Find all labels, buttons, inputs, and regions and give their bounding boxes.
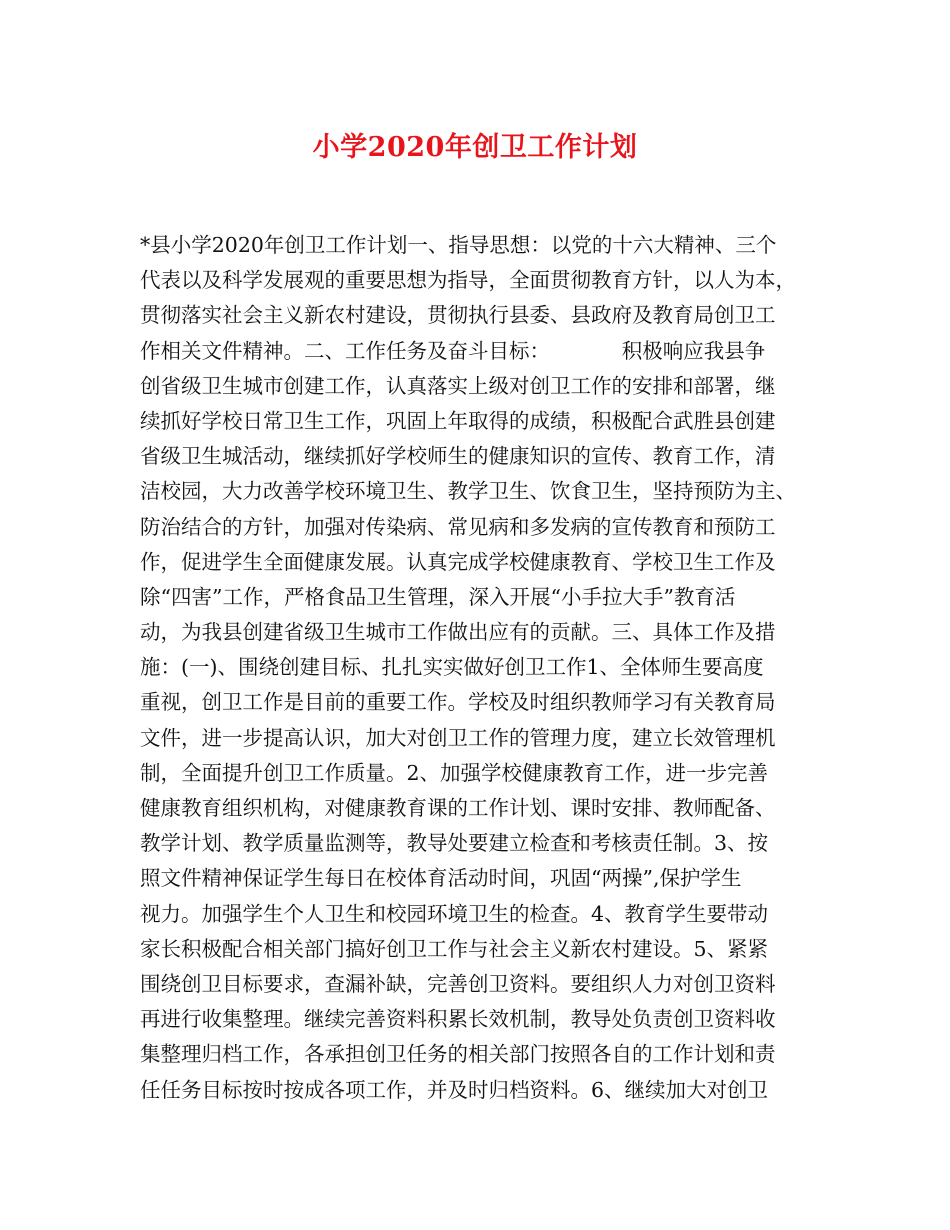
body-line: 创省级卫生城市创建工作，认真落实上级对创卫工作的安排和部署，继 <box>140 373 776 398</box>
body-line: 重视，创卫工作是目前的重要工作。学校及时组织教师学习有关教育局 <box>140 690 776 715</box>
body-line: 续抓好学校日常卫生工作，巩固上年取得的成绩，积极配合武胜县创建 <box>140 408 776 433</box>
body-line: 任任务目标按时按成各项工作，并及时归档资料。6、继续加大对创卫 <box>140 1077 769 1102</box>
body-line: 视力。加强学生个人卫生和校园环境卫生的检查。4、教育学生要带动 <box>140 901 769 926</box>
body-line: 围绕创卫目标要求，查漏补缺，完善创卫资料。要组织人力对创卫资料 <box>140 971 776 996</box>
body-line: 贯彻落实社会主义新农村建设，贯彻执行县委、县政府及教育局创卫工 <box>140 303 776 328</box>
body-line: 教学计划、教学质量监测等，教导处要建立检查和考核责任制。3、按 <box>140 831 769 856</box>
body-line: 洁校园，大力改善学校环境卫生、教学卫生、饮食卫生，坚持预防为主、 <box>140 479 796 504</box>
body-line: 防治结合的方针，加强对传染病、常见病和多发病的宣传教育和预防工 <box>140 514 776 539</box>
body-line: 作相关文件精神。二、工作任务及奋斗目标： 积极响应我县争 <box>140 338 766 363</box>
body-line: 施：(一)、围绕创建目标、扎扎实实做好创卫工作1、全体师生要高度 <box>140 655 764 680</box>
document-body <box>140 228 825 1108</box>
body-line: 文件，进一步提高认识，加大对创卫工作的管理力度，建立长效管理机 <box>140 725 776 750</box>
body-line: 作，促进学生全面健康发展。认真完成学校健康教育、学校卫生工作及 <box>140 549 776 574</box>
body-line: 集整理归档工作，各承担创卫任务的相关部门按照各自的工作计划和责 <box>140 1042 776 1067</box>
body-line: 除“四害”工作，严格食品卫生管理，深入开展“小手拉大手”教育活 <box>140 584 736 609</box>
body-line: 代表以及科学发展观的重要思想为指导，全面贯彻教育方针，以人为本， <box>140 268 796 293</box>
body-line: 省级卫生城活动，继续抓好学校师生的健康知识的宣传、教育工作，清 <box>140 444 776 469</box>
body-line: 照文件精神保证学生每日在校体育活动时间，巩固“两操”,保护学生 <box>140 866 742 891</box>
body-line: *县小学2020年创卫工作计划一、指导思想：以党的十六大精神、三个 <box>140 233 777 257</box>
document-title: 小学2020年创卫工作计划 <box>312 132 638 163</box>
body-line: 再进行收集整理。继续完善资料积累长效机制，教导处负责创卫资料收 <box>140 1007 776 1032</box>
body-line: 健康教育组织机构，对健康教育课的工作计划、课时安排、教师配备、 <box>140 796 776 820</box>
body-line: 动，为我县创建省级卫生城市工作做出应有的贡献。三、具体工作及措 <box>140 620 776 645</box>
body-line: 制，全面提升创卫工作质量。2、加强学校健康教育工作，进一步完善 <box>140 760 769 785</box>
body-line: 家长积极配合相关部门搞好创卫工作与社会主义新农村建设。5、紧紧 <box>140 936 769 961</box>
